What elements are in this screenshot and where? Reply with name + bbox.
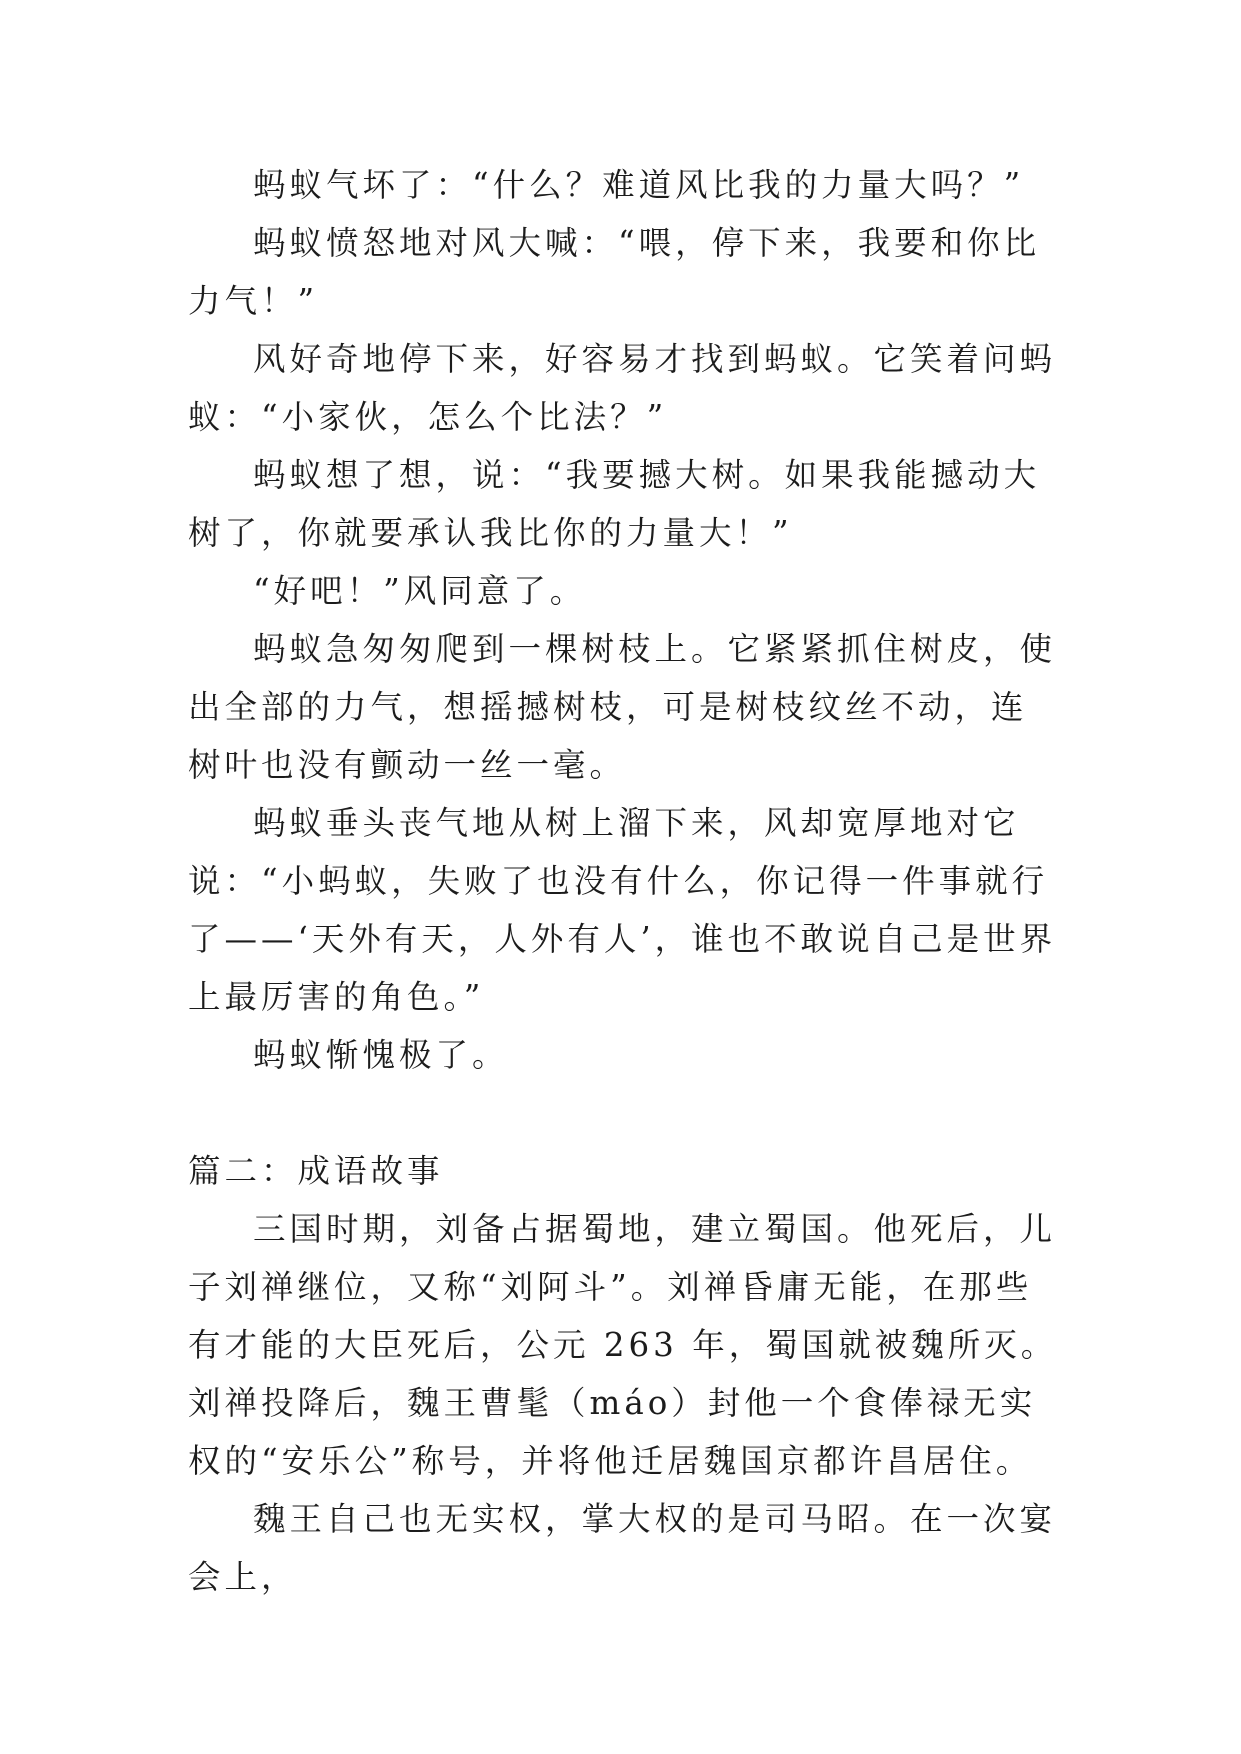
paragraph: “好吧！”风同意了。 [253,572,587,610]
paragraph: 魏王自己也无实权，掌大权的是司马昭。在一次宴会上， [188,1500,1057,1596]
document-body [188,156,1060,1606]
paragraph: 三国时期，刘备占据蜀地，建立蜀国。他死后，儿子刘禅继位，又称“刘阿斗”。刘禅昏庸无能，在那些有才能的大臣死后，公元 263 年，蜀国就被魏所灭。刘禅投降后，魏王曹髦（máo）封他一个食俸禄无实权的“安乐公”称号，并将他迁居魏国京都许昌居住。 [188,1210,1058,1480]
section-spacer [188,1084,1060,1142]
paragraph: 蚂蚁气坏了：“什么？难道风比我的力量大吗？” [253,166,1025,204]
paragraph: 风好奇地停下来，好容易才找到蚂蚁。它笑着问蚂蚁：“小家伙，怎么个比法？” [188,340,1057,436]
paragraph: 蚂蚁愤怒地对风大喊：“喂，停下来，我要和你比力气！” [188,224,1041,320]
paragraph: 蚂蚁惭愧极了。 [253,1036,509,1074]
section-heading: 篇二：成语故事 [188,1152,444,1190]
paragraph: 蚂蚁垂头丧气地从树上溜下来，风却宽厚地对它说：“小蚂蚁，失败了也没有什么，你记得一件事就行了——‘天外有天，人外有人’，谁也不敢说自己是世界上最厉害的角色。” [188,804,1057,1016]
paragraph: 蚂蚁急匆匆爬到一棵树枝上。它紧紧抓住树皮，使出全部的力气，想摇撼树枝，可是树枝纹丝不动，连树叶也没有颤动一丝一毫。 [188,630,1057,784]
paragraph: 蚂蚁想了想，说：“我要撼大树。如果我能撼动大树了，你就要承认我比你的力量大！” [188,456,1041,552]
